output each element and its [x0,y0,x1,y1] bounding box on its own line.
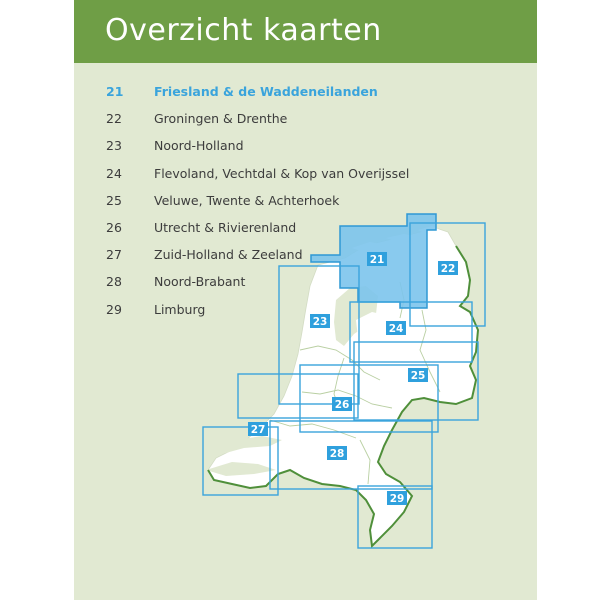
sheet-badge-29[interactable] [387,491,407,505]
page [74,0,537,600]
map-number: 26 [106,220,122,235]
map-name: Noord-Brabant [154,274,246,290]
map-name: Groningen & Drenthe [154,111,288,127]
sheet-label-23: 23 [312,316,328,328]
sheet-label-21: 21 [369,254,385,266]
sheet-badge-24[interactable] [386,321,406,335]
map-number: 21 [106,84,124,99]
sheet-badge-21[interactable] [367,252,387,266]
map-name: Noord-Holland [154,138,244,154]
sheet-badge-25[interactable] [408,368,428,382]
sheet-badge-23[interactable] [310,314,330,328]
sheet-badge-26[interactable] [332,397,352,411]
map-number: 28 [106,274,122,290]
sheet-label-22: 22 [440,263,456,275]
sheet-label-27: 27 [250,424,266,436]
map-number: 27 [106,247,122,263]
overview-map [74,0,537,600]
map-name: Veluwe, Twente & Achterhoek [154,192,340,208]
map-number: 29 [106,301,122,317]
map-name: Utrecht & Rivierenland [154,220,297,235]
sheet-label-24: 24 [388,323,404,335]
sheet-badge-28[interactable] [327,446,347,460]
sheet-label-28: 28 [329,448,345,460]
sheet-badge-27[interactable] [248,422,268,436]
map-number: 24 [106,165,122,181]
map-number: 23 [106,138,122,154]
page-title: Overzicht kaarten [105,13,382,48]
sheet-label-26: 26 [334,399,350,411]
map-name: Flevoland, Vechtdal & Kop van Overijssel [154,165,410,181]
sheet-label-29: 29 [389,493,405,505]
map-name: Zuid-Holland & Zeeland [154,247,303,263]
sheet-label-25: 25 [410,370,426,382]
map-name: Limburg [154,301,206,317]
sheet-badge-22[interactable] [438,261,458,275]
map-number: 22 [106,111,122,127]
map-name: Friesland & de Waddeneilanden [154,84,378,99]
map-number: 25 [106,192,122,208]
